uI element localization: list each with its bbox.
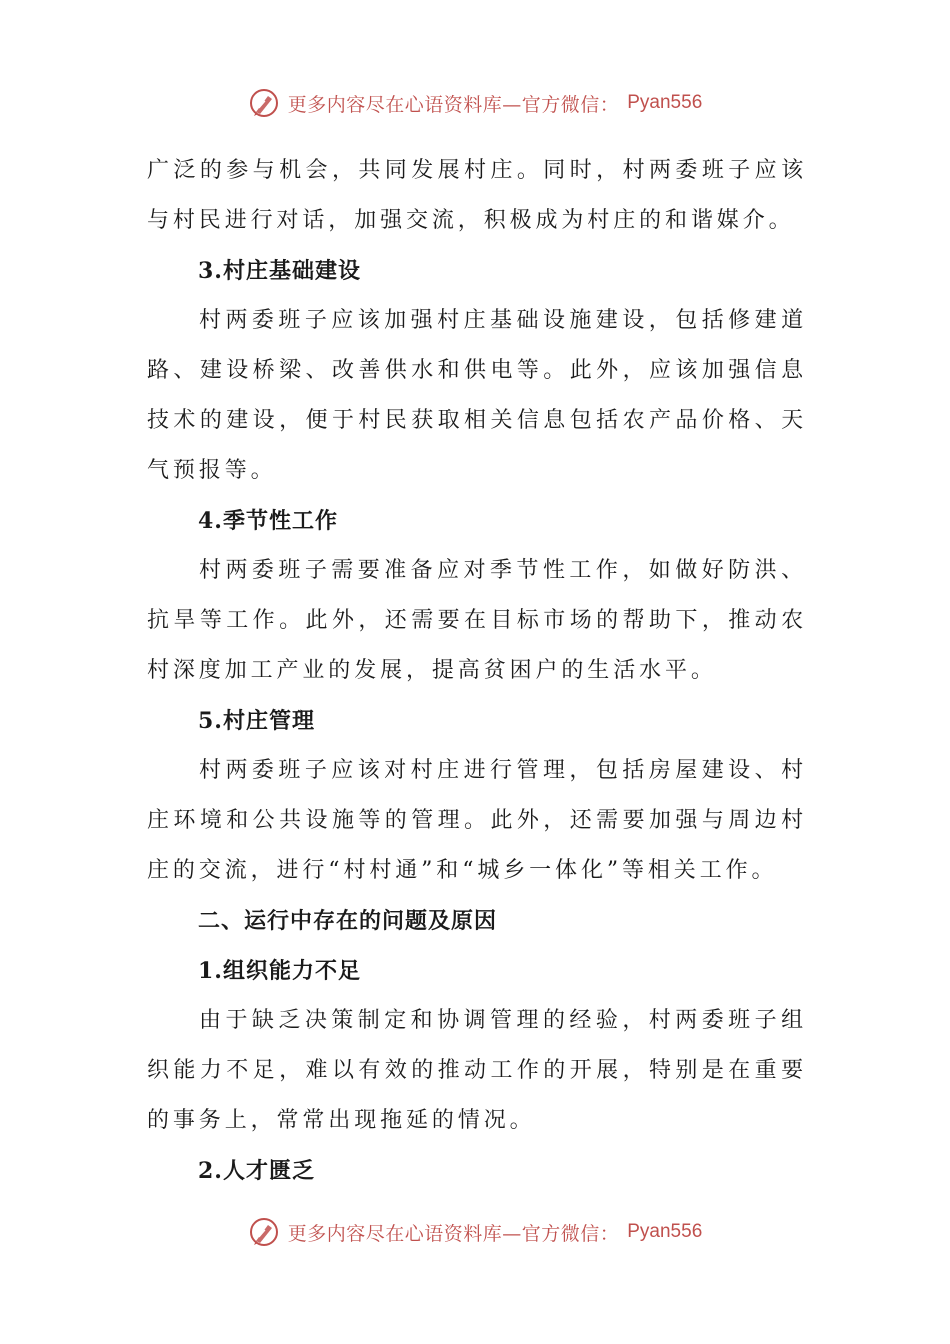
header-watermark (0, 83, 950, 123)
watermark-contact: Pyan556 (627, 1221, 703, 1242)
section-heading: 5.村庄管理 (198, 708, 315, 734)
paragraph: 村两委班子需要准备应对季节性工作，如做好防洪、抗旱等工作。此外，还需要在目标市场的帮助下，推动农村深度加工产业的发展，提高贫困户的生活水平。 (147, 558, 807, 683)
section-heading: 3.村庄基础建设 (198, 258, 361, 284)
footer-watermark (0, 1212, 950, 1252)
section-heading: 2.人才匮乏 (198, 1158, 315, 1184)
paragraph: 村两委班子应该加强村庄基础设施建设，包括修建道路、建设桥梁、改善供水和供电等。此外，应该加强信息技术的建设，便于村民获取相关信息包括农产品价格、天气预报等。 (147, 308, 807, 483)
paragraph: 村两委班子应该对村庄进行管理，包括房屋建设、村庄环境和公共设施等的管理。此外，还需要加强与周边村庄的交流，进行“村村通”和“城乡一体化”等相关工作。 (147, 758, 807, 883)
section-heading: 4.季节性工作 (198, 508, 338, 534)
paragraph: 由于缺乏决策制定和协调管理的经验，村两委班子组织能力不足，难以有效的推动工作的开展，特别是在重要的事务上，常常出现拖延的情况。 (147, 1008, 807, 1133)
watermark-contact: Pyan556 (627, 92, 703, 113)
paragraph: 广泛的参与机会，共同发展村庄。同时，村两委班子应该与村民进行对话，加强交流，积极成为村庄的和谐媒介。 (147, 158, 807, 233)
section-heading: 1.组织能力不足 (198, 958, 361, 984)
pen-nib-logo-icon (248, 1216, 280, 1248)
pen-nib-logo-icon (248, 87, 280, 119)
watermark-text: 更多内容尽在心语资料库—官方微信： (287, 1222, 620, 1245)
document-body (147, 146, 807, 1196)
chapter-heading: 二、运行中存在的问题及原因 (198, 908, 498, 934)
watermark-text: 更多内容尽在心语资料库—官方微信： (287, 93, 620, 116)
